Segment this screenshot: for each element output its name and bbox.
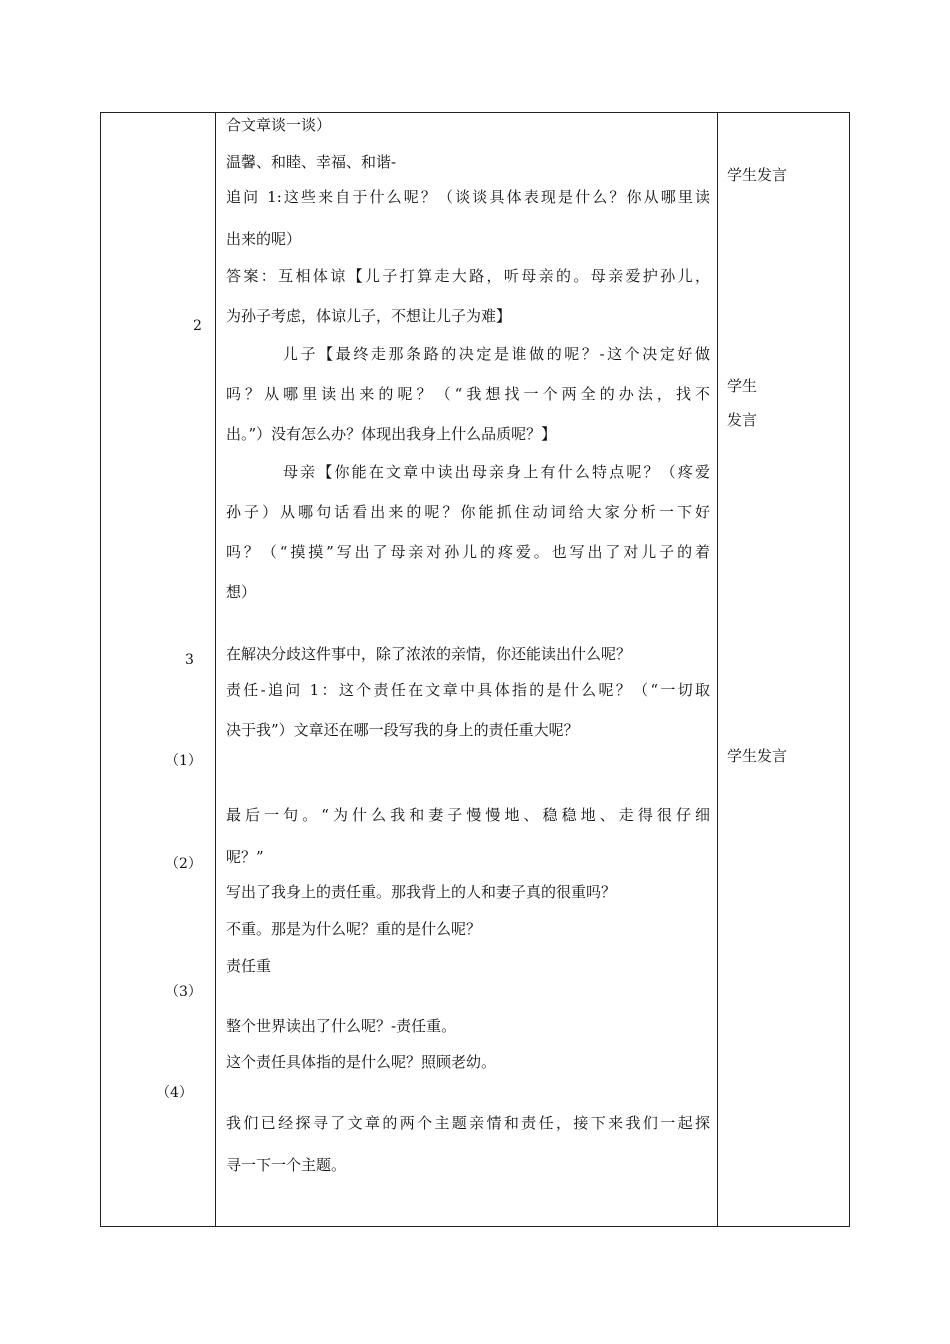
sub-step-4: （4）	[156, 1085, 193, 1101]
content-line: 吗？（“摸摸”写出了母亲对孙儿的疼爱。也写出了对儿子的着	[226, 543, 710, 561]
content-line: 在解决分歧这件事中，除了浓浓的亲情，你还能读出什么呢？	[226, 645, 632, 663]
content-line: 追问 1:这些来自于什么呢？（谈谈具体表现是什么？你从哪里读	[226, 188, 710, 206]
content-line: 写出了我身上的责任重。那我背上的人和妻子真的很重吗？	[226, 883, 617, 901]
student-activity-1: 学生发言	[727, 166, 788, 184]
content-line: 答案：互相体谅【儿子打算走大路，听母亲的。母亲爱护孙儿，	[226, 267, 710, 285]
content-line: 我们已经探寻了文章的两个主题亲情和责任，接下来我们一起探	[226, 1114, 710, 1132]
content-line: 整个世界读出了什么呢？-责任重。	[226, 1017, 457, 1035]
content-line: 寻一下一个主题。	[226, 1156, 347, 1174]
student-activity-2-line1: 学生	[727, 377, 758, 395]
content-line: 为孙子考虑，体谅儿子，不想让儿子为难】	[226, 307, 512, 325]
step-number-3: 3	[185, 652, 194, 668]
sub-step-2: （2）	[165, 856, 202, 872]
student-activity-3: 学生发言	[727, 747, 788, 765]
content-line: 最后一句。“为什么我和妻子慢慢地、稳稳地、走得很仔细	[226, 806, 710, 824]
step-number-2: 2	[193, 318, 202, 334]
content-line: 这个责任具体指的是什么呢？照顾老幼。	[226, 1053, 497, 1071]
content-line: 温馨、和睦、幸福、和谐-	[226, 153, 397, 171]
content-line: 呢？”	[226, 848, 264, 866]
content-line: 决于我”）文章还在哪一段写我的身上的责任重大呢？	[226, 721, 579, 739]
content-line: 吗？从哪里读出来的呢？（“我想找一个两全的办法，找不	[226, 385, 710, 403]
content-line: 责任-追问 1：这个责任在文章中具体指的是什么呢？（“一切取	[226, 681, 710, 699]
content-line: 不重。那是为什么呢？重的是什么呢？	[226, 920, 482, 938]
sub-step-1: （1）	[165, 753, 202, 769]
column-divider-right	[717, 113, 718, 1226]
content-line: 合文章谈一谈）	[226, 116, 332, 134]
student-activity-2-line2: 发言	[727, 411, 758, 429]
column-divider-left	[215, 113, 216, 1226]
content-line: 想）	[226, 583, 257, 601]
sub-step-3: （3）	[165, 984, 202, 1000]
content-line: 出来的呢）	[226, 230, 302, 248]
content-line: 出。”）没有怎么办？体现出我身上什么品质呢？】	[226, 425, 557, 443]
content-line: 儿子【最终走那条路的决定是谁做的呢？-这个决定好做	[283, 345, 710, 363]
content-line: 责任重	[226, 957, 272, 975]
content-line: 孙子）从哪句话看出来的呢？你能抓住动词给大家分析一下好	[226, 503, 710, 521]
content-line: 母亲【你能在文章中读出母亲身上有什么特点呢？（疼爱	[283, 463, 710, 481]
